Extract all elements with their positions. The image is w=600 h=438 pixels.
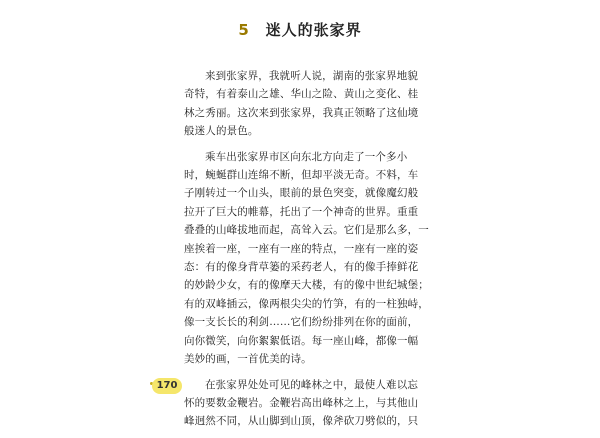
paragraph-2 [184, 148, 429, 369]
text-line: 向你微笑，向你絮絮低语。每一座山峰，都像一幅 [184, 334, 419, 347]
paragraph-1 [184, 67, 422, 141]
text-line: 座挨着一座，一座有一座的特点，一座有一座的姿 [184, 242, 419, 255]
lesson-number: 5 [238, 21, 250, 39]
text-line: 般迷人的景色。 [184, 125, 259, 138]
text-line: 的妙龄少女，有的像摩天大楼，有的像中世纪城堡； [184, 279, 429, 292]
lesson-title: 迷人的张家界 [265, 21, 362, 39]
text-line: 怀的要数金鞭岩。金鞭岩高出峰林之上，与其他山 [184, 396, 419, 409]
paragraph-3 [184, 376, 422, 431]
body-text [184, 67, 429, 438]
text-line: 来到张家界，我就听人说，湖南的张家界地貌 [205, 70, 418, 82]
text-line: 峰迥然不同，从山脚到山顶，像斧砍刀劈似的，只 [184, 415, 419, 428]
text-line: 时，蜿蜒群山连绵不断，但却平淡无奇。不料，车 [184, 169, 419, 182]
text-line: 子刚转过一个山头，眼前的景色突变，就像魔幻般 [184, 187, 419, 200]
text-line: 拉开了巨大的帷幕，托出了一个神奇的世界。重重 [184, 205, 419, 218]
text-line: 美妙的画，一首优美的诗。 [184, 353, 312, 366]
text-line: 奇特，有着泰山之雄、华山之险、黄山之变化、桂 [184, 88, 419, 101]
text-line: 林之秀丽。这次来到张家界，我真正领略了这仙境 [184, 106, 419, 119]
text-line: 有的双峰插云，像两根尖尖的竹笋，有的一柱独峙， [184, 297, 429, 310]
text-line: 叠叠的山峰拔地而起，高耸入云。它们是那么多，一 [184, 224, 429, 237]
lesson-title-block [0, 20, 600, 40]
text-line: 像一支长长的利剑……它们纷纷排列在你的面前， [184, 316, 419, 329]
page-number: 170 [152, 378, 182, 394]
text-line: 在张家界处处可见的峰林之中，最使人难以忘 [205, 378, 418, 391]
text-line: 乘车出张家界市区向东北方向走了一个多小 [205, 150, 408, 163]
text-line: 态：有的像身背草篓的采药老人，有的像手捧鲜花 [184, 261, 419, 274]
